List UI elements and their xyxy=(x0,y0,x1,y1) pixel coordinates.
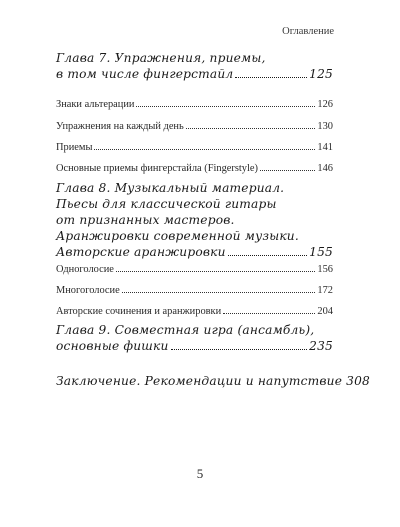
toc-entry-title: Знаки альтерации xyxy=(56,99,135,110)
chapter-title-line: Авторские аранжировки xyxy=(56,245,226,259)
toc-entry xyxy=(56,264,333,275)
dot-leader xyxy=(235,76,307,78)
toc-entry-page: 156 xyxy=(317,264,333,275)
chapter-page-number: 308 xyxy=(346,374,371,388)
chapter-title-line: Глава 8. Музыкальный материал. xyxy=(56,181,285,195)
chapter-heading xyxy=(56,50,333,82)
toc-entry xyxy=(56,142,333,153)
toc-entry-page: 126 xyxy=(317,99,333,110)
toc-entry-page: 146 xyxy=(317,163,333,174)
toc-entry-page: 204 xyxy=(317,306,333,317)
toc-entry-title: Авторские сочинения и аранжировки xyxy=(56,306,222,317)
toc-entry xyxy=(56,306,333,317)
toc-entry-title: Многоголосие xyxy=(56,285,120,296)
toc-entry-title: Упражнения на каждый день xyxy=(56,121,184,132)
chapter-title-line: Глава 9. Совместная игра (ансамбль), xyxy=(56,323,315,337)
page-number: 5 xyxy=(196,466,204,481)
chapter-title-line: Пьесы для классической гитары xyxy=(56,197,277,211)
toc-entry xyxy=(56,99,333,110)
chapter-heading xyxy=(56,373,371,389)
toc-entry xyxy=(56,163,333,174)
dot-leader xyxy=(171,348,308,350)
chapter-title-line: Аранжировки современной музыки. xyxy=(56,229,299,243)
chapter-title-line: в том числе фингерстайл xyxy=(56,67,234,81)
toc-entry xyxy=(56,121,333,132)
table-of-contents xyxy=(56,0,371,527)
running-head: Оглавление xyxy=(282,26,334,37)
chapter-title-line: основные фишки xyxy=(56,339,169,353)
toc-entry-page: 130 xyxy=(317,121,333,132)
toc-entry xyxy=(56,285,333,296)
chapter-title-last-line xyxy=(56,66,333,82)
chapter-title-last-line xyxy=(56,373,371,389)
dot-leader xyxy=(186,127,316,129)
toc-entry-page: 141 xyxy=(317,142,333,153)
chapter-title-line: Заключение. Рекомендации и напутствие xyxy=(56,374,343,388)
toc-entry-page: 172 xyxy=(317,285,333,296)
chapter-heading xyxy=(56,322,333,354)
chapter-page-number: 125 xyxy=(309,67,333,81)
chapter-title-last-line xyxy=(56,244,333,260)
dot-leader xyxy=(223,312,315,314)
dot-leader xyxy=(116,270,316,272)
chapter-page-number: 235 xyxy=(309,339,333,353)
chapter-title-line: от признанных мастеров. xyxy=(56,213,235,227)
dot-leader xyxy=(136,105,315,107)
chapter-page-number: 155 xyxy=(309,245,333,259)
chapter-title-line: Глава 7. Упражнения, приемы, xyxy=(56,51,266,65)
toc-entry-title: Одноголосие xyxy=(56,264,114,275)
dot-leader xyxy=(228,254,307,256)
toc-entry-title: Приемы xyxy=(56,142,93,153)
dot-leader xyxy=(260,169,315,171)
dot-leader xyxy=(122,291,316,293)
toc-entry-title: Основные приемы фингерстайла (Fingerstyle) xyxy=(56,163,258,174)
chapter-title-last-line xyxy=(56,338,333,354)
chapter-heading xyxy=(56,180,333,260)
dot-leader xyxy=(94,148,315,150)
